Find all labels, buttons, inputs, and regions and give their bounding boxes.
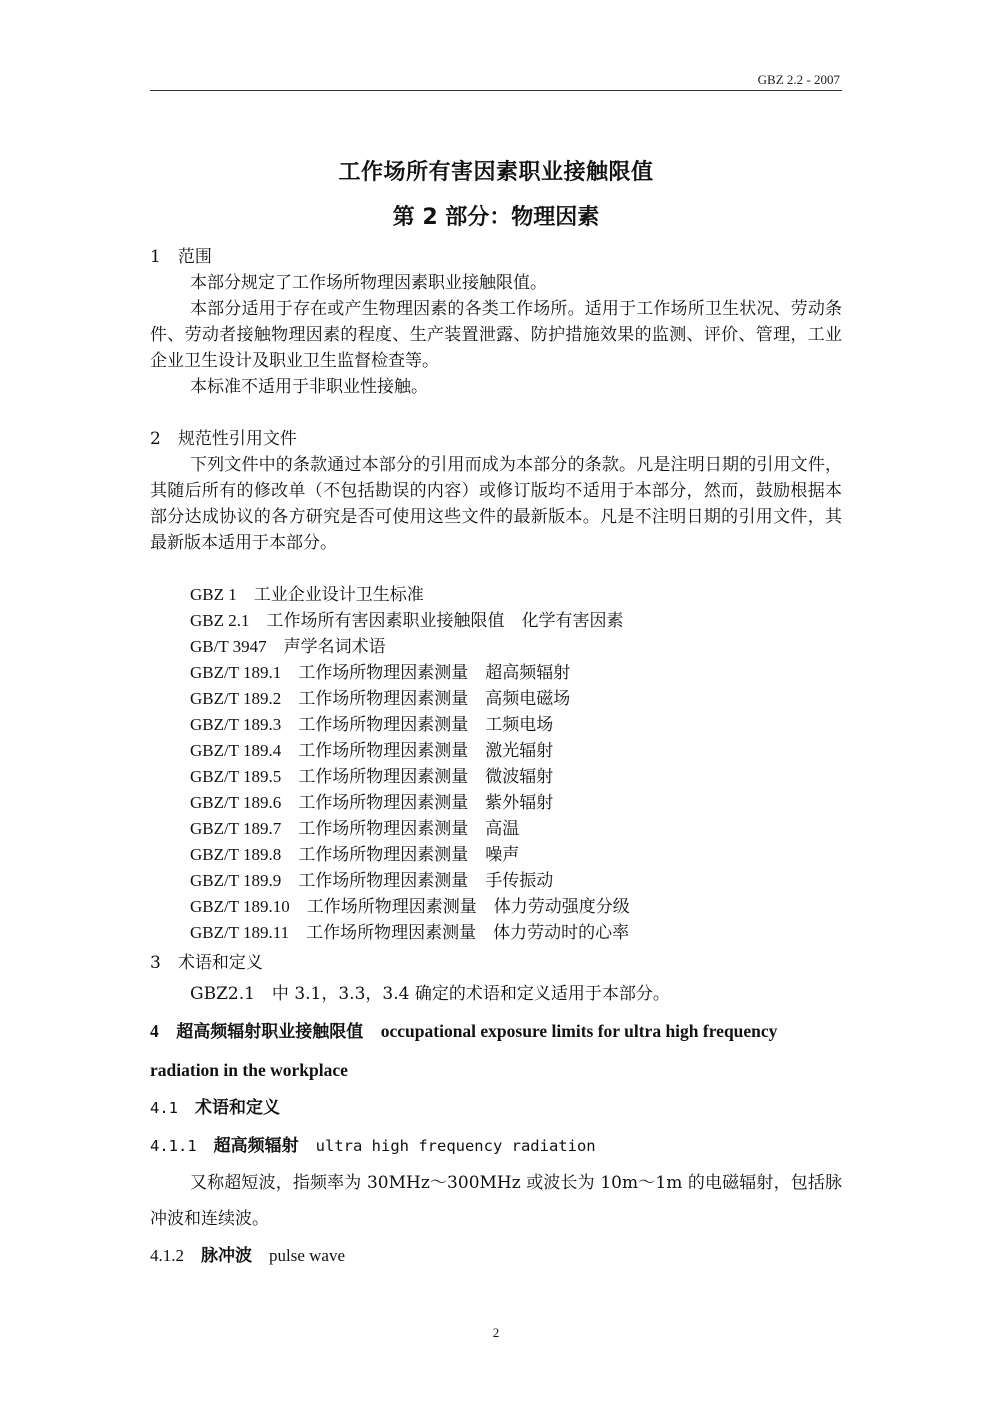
section-1-heading: 1 范围 (150, 247, 212, 267)
reference-item (150, 920, 842, 946)
reference-code: GBZ/T 189.11 (190, 923, 290, 942)
section-2-heading: 2 规范性引用文件 (150, 429, 297, 449)
header-standard-code: GBZ 2.2 - 2007 (757, 72, 840, 87)
reference-item (150, 868, 842, 894)
reference-code: GBZ/T 189.4 (190, 741, 282, 760)
reference-item (150, 686, 842, 712)
section-3-paragraph: GBZ2.1 中 3.1，3.3，3.4 确定的术语和定义适用于本部分。 (190, 984, 670, 1004)
reference-title: 工作场所物理因素测量 高温 (298, 819, 520, 839)
section-4-1-2-title: 脉冲波 (201, 1246, 252, 1266)
section-4-title-en: occupational exposure limits for ultra high frequency radiation in the workplace (150, 1021, 778, 1080)
reference-title: 工作场所物理因素测量 工频电场 (298, 715, 554, 735)
section-2-paragraph: 下列文件中的条款通过本部分的引用而成为本部分的条款。凡是注明日期的引用文件，其随后所有的修改单（不包括勘误的内容）或修订版均不适用于本部分，然而，鼓励根据本部分达成协议的各方研究是否可使用这些文件的最新版本。凡是不注明日期的引用文件，其最新版本适用于本部分。 (150, 455, 842, 553)
section-4-1-1-number: 4.1.1 (150, 1137, 197, 1155)
section-4-1-2-heading (150, 1237, 842, 1275)
reference-title: 工作场所物理因素测量 体力劳动时的心率 (306, 923, 630, 943)
spacer (150, 556, 842, 582)
reference-item (150, 660, 842, 686)
spacer (150, 400, 842, 426)
document-subtitle: 第 2 部分：物理因素 (392, 205, 600, 230)
reference-item (150, 738, 842, 764)
reference-title: 工作场所物理因素测量 激光辐射 (298, 741, 554, 761)
page-number: 2 (492, 1325, 500, 1340)
reference-code: GBZ/T 189.3 (190, 715, 282, 734)
document-title: 工作场所有害因素职业接触限值 (338, 160, 654, 185)
section-4-1-1-heading (150, 1127, 842, 1165)
document-body (150, 244, 842, 1275)
section-4-1-1-title: 超高频辐射 (213, 1136, 299, 1156)
reference-code: GBZ/T 189.6 (190, 793, 282, 812)
reference-title: 工作场所物理因素测量 手传振动 (298, 871, 554, 891)
reference-item (150, 764, 842, 790)
section-4-1-1-paragraph: 又称超短波，指频率为 30MHz～300MHz 或波长为 10m～1m 的电磁辐射，包括脉冲波和连续波。 (150, 1173, 842, 1229)
reference-code: GBZ 2.1 (190, 611, 250, 630)
reference-item (150, 634, 842, 660)
reference-item (150, 790, 842, 816)
reference-title: 工作场所物理因素测量 紫外辐射 (298, 793, 554, 813)
reference-item (150, 582, 842, 608)
reference-code: GBZ/T 189.7 (190, 819, 282, 838)
section-4-title-zh: 超高频辐射职业接触限值 (176, 1022, 364, 1042)
reference-list (150, 582, 842, 946)
reference-title: 工作场所物理因素测量 体力劳动强度分级 (306, 897, 630, 917)
reference-title: 声学名词术语 (283, 637, 386, 657)
section-4-1-heading (150, 1089, 842, 1127)
reference-code: GBZ/T 189.10 (190, 897, 290, 916)
reference-title: 工作场所有害因素职业接触限值 化学有害因素 (266, 611, 624, 631)
reference-code: GBZ/T 189.2 (190, 689, 282, 708)
section-4-1-number: 4.1 (150, 1099, 178, 1117)
section-4-number: 4 (150, 1021, 159, 1041)
section-1-paragraph: 本部分规定了工作场所物理因素职业接触限值。 (190, 273, 547, 293)
reference-code: GBZ/T 189.1 (190, 663, 282, 682)
section-4-1-2-number: 4.1.2 (150, 1246, 184, 1265)
header-rule (150, 90, 842, 91)
reference-title: 工作场所物理因素测量 超高频辐射 (298, 663, 571, 683)
section-4-1-title: 术语和定义 (195, 1098, 280, 1118)
section-4-heading (150, 1012, 842, 1089)
reference-code: GBZ/T 189.5 (190, 767, 282, 786)
reference-code: GB/T 3947 (190, 637, 267, 656)
reference-item (150, 816, 842, 842)
reference-title: 工作场所物理因素测量 高频电磁场 (298, 689, 571, 709)
reference-title: 工作场所物理因素测量 噪声 (298, 845, 520, 865)
reference-item (150, 608, 842, 634)
reference-title: 工业企业设计卫生标准 (253, 585, 424, 605)
reference-code: GBZ/T 189.9 (190, 871, 282, 890)
reference-item (150, 894, 842, 920)
reference-code: GBZ 1 (190, 585, 237, 604)
reference-title: 工作场所物理因素测量 微波辐射 (298, 767, 554, 787)
section-1-paragraph: 本部分适用于存在或产生物理因素的各类工作场所。适用于工作场所卫生状况、劳动条件、劳动者接触物理因素的程度、生产装置泄露、防护措施效果的监测、评价、管理，工业企业卫生设计及职业卫生监督检查等。 (150, 299, 842, 371)
section-4-1-1-title-en: ultra high frequency radiation (315, 1137, 596, 1155)
reference-code: GBZ/T 189.8 (190, 845, 282, 864)
reference-item (150, 712, 842, 738)
section-4-1-2-title-en: pulse wave (269, 1246, 346, 1265)
reference-item (150, 842, 842, 868)
section-3-heading: 3 术语和定义 (150, 953, 263, 973)
section-1-paragraph: 本标准不适用于非职业性接触。 (190, 377, 428, 397)
